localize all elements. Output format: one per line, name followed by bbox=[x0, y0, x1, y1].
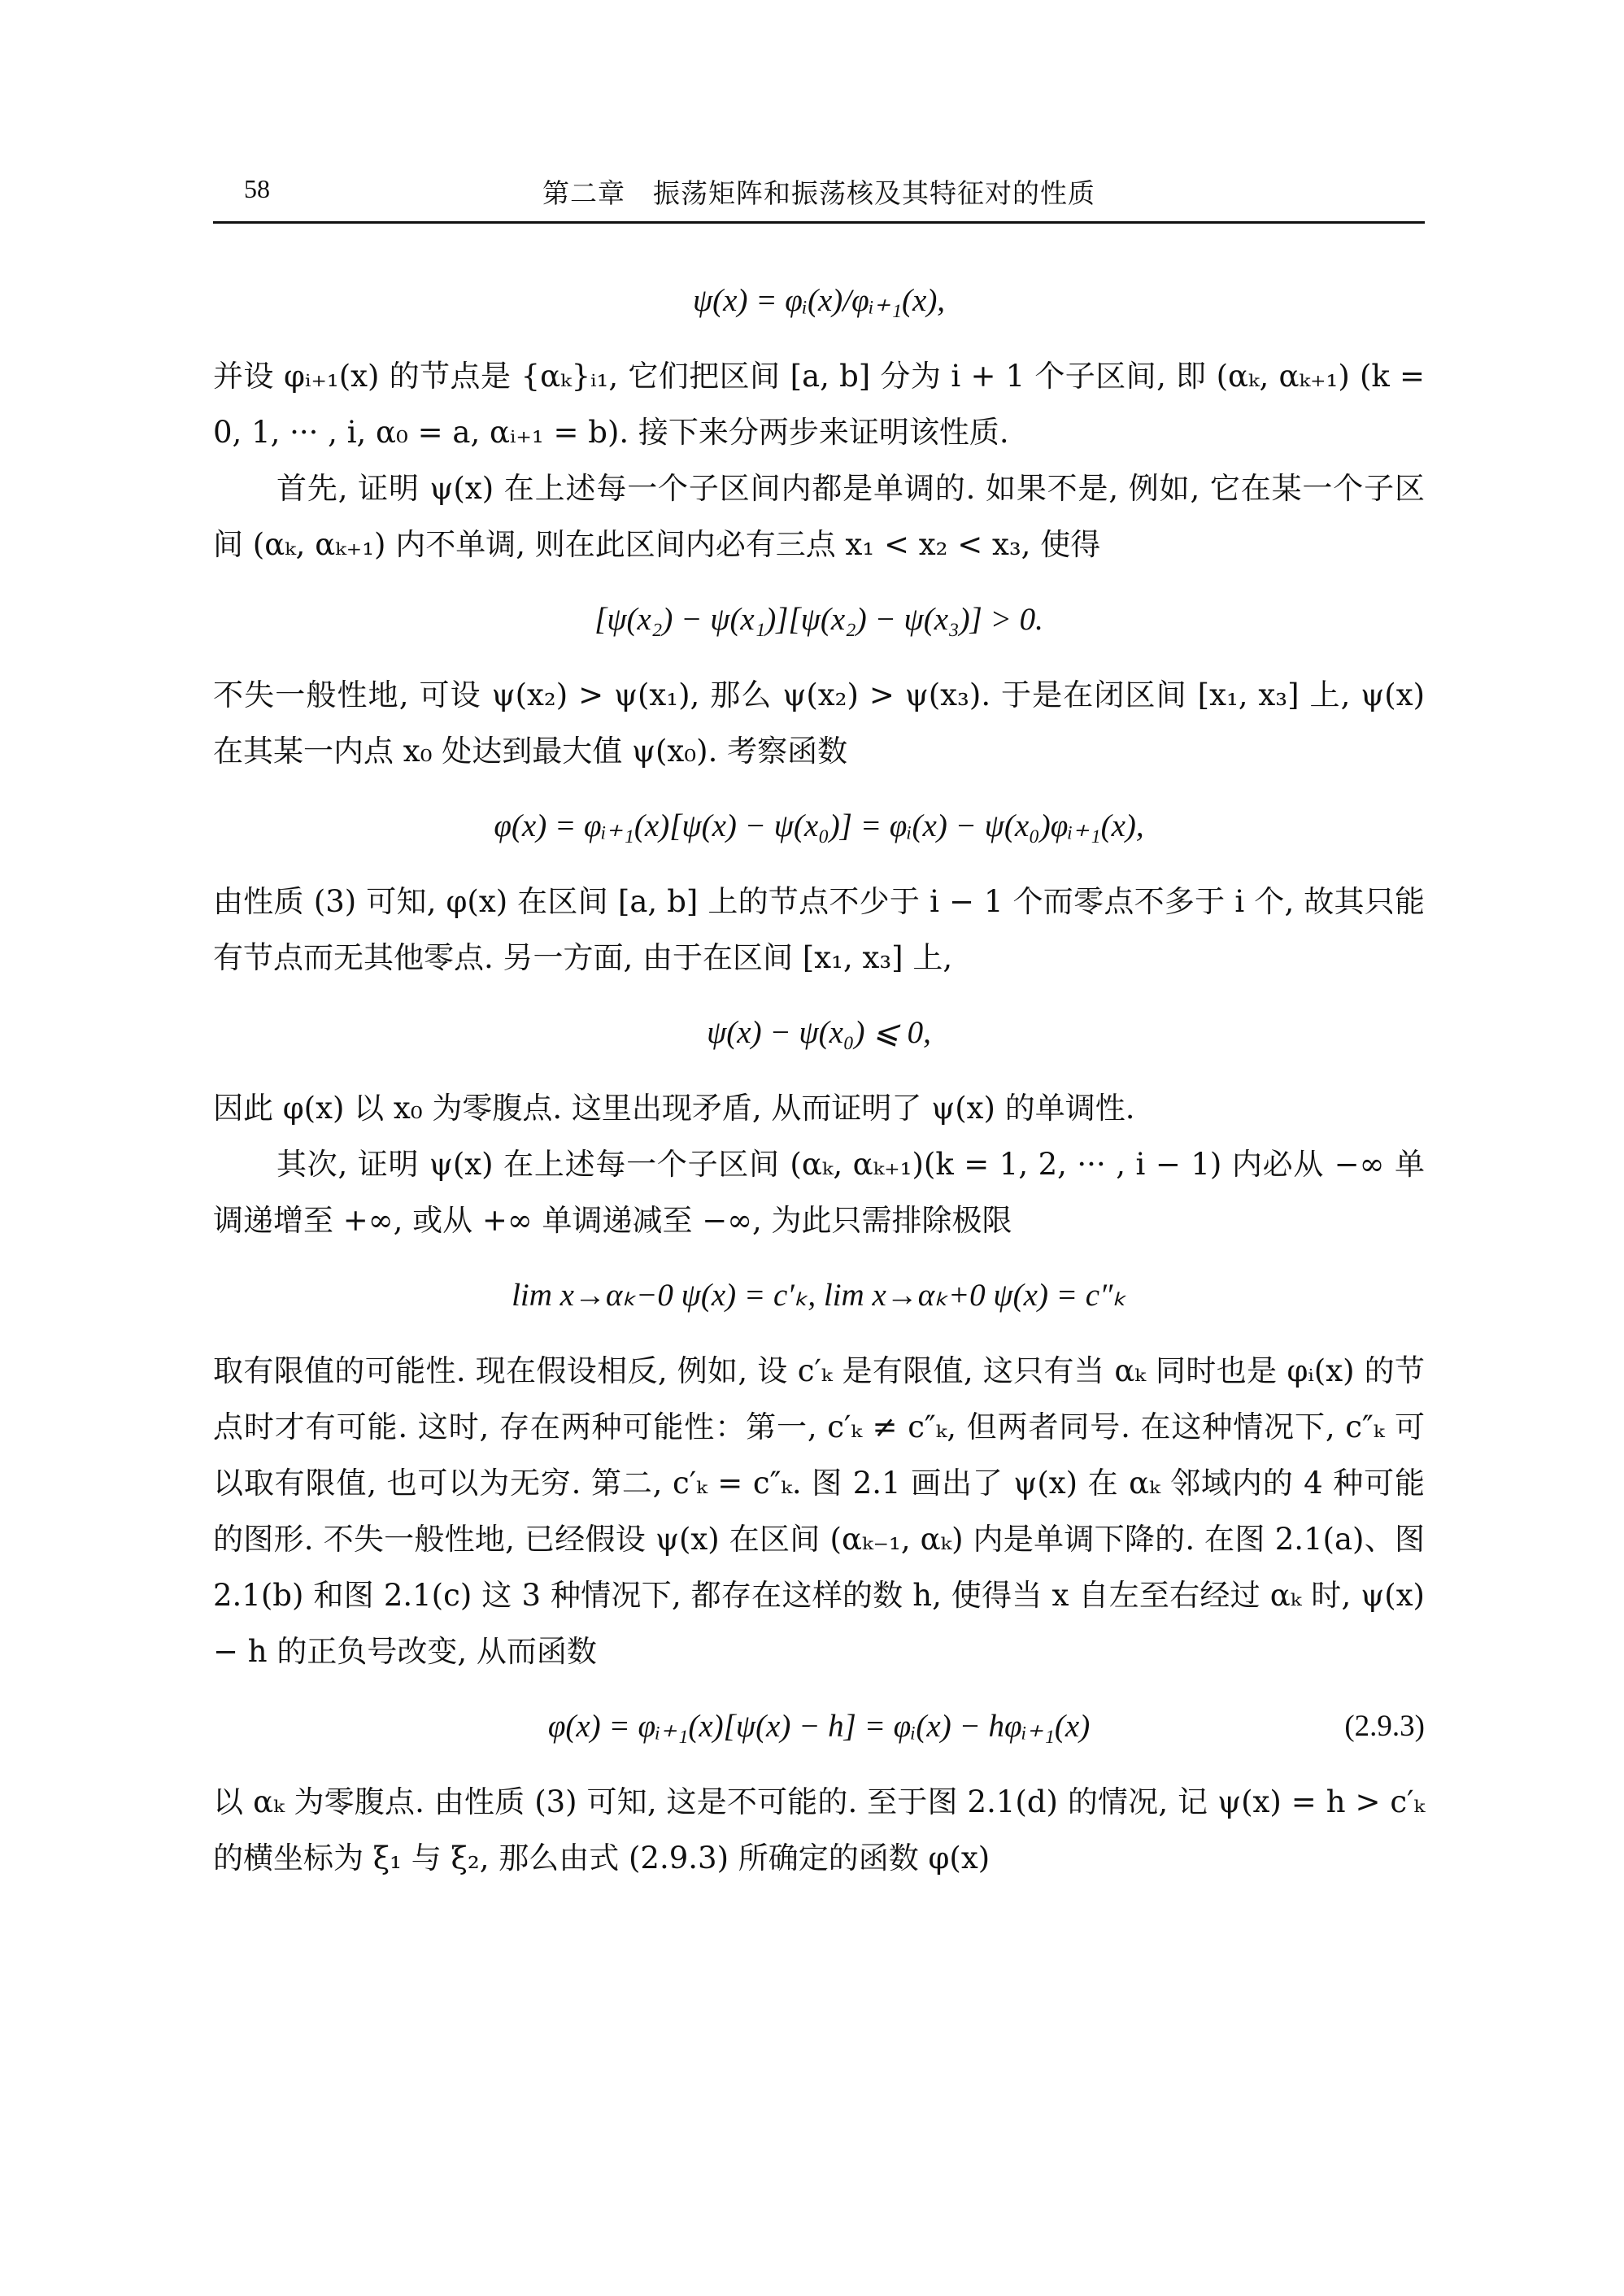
paragraph: 并设 φᵢ₊₁(x) 的节点是 {αₖ}ᵢ₁, 它们把区间 [a, b] 分为 i + 1 个子区间, 即 (αₖ, αₖ₊₁) (k = 0, 1, ··· , i, α₀ = a, αᵢ₊₁ = b). 接下来分两步来证明该性质. bbox=[213, 359, 1425, 450]
page-body bbox=[213, 268, 1425, 1886]
formula: lim x→αₖ−0 ψ(x) = c′ₖ, lim x→αₖ+0 ψ(x) = c″ₖ bbox=[512, 1278, 1126, 1313]
paragraph: 其次, 证明 ψ(x) 在上述每一个子区间 (αₖ, αₖ₊₁)(k = 1, 2, ··· , i − 1) 内必从 −∞ 单调递增至 +∞, 或从 +∞ 单调递减至 −∞, 为此只需排除极限 bbox=[213, 1147, 1425, 1238]
page-number: 58 bbox=[244, 174, 270, 203]
paragraph: 以 αₖ 为零腹点. 由性质 (3) 可知, 这是不可能的. 至于图 2.1(d) 的情况, 记 ψ(x) = h > c′ₖ 的横坐标为 ξ₁ 与 ξ₂, 那么由式 (2.9.3) 所确定的函数 φ(x) bbox=[213, 1784, 1425, 1876]
formula: ψ(x) = φᵢ(x)/φᵢ₊₁(x), bbox=[692, 283, 946, 318]
page-header bbox=[213, 169, 1425, 216]
formula: φ(x) = φᵢ₊₁(x)[ψ(x) − ψ(x₀)] = φᵢ(x) − ψ(x₀)φᵢ₊₁(x), bbox=[494, 808, 1144, 843]
formula: ψ(x) − ψ(x₀) ⩽ 0, bbox=[707, 1015, 931, 1050]
header-rule bbox=[213, 221, 1425, 224]
paragraph: 不失一般性地, 可设 ψ(x₂) > ψ(x₁), 那么 ψ(x₂) > ψ(x₃). 于是在闭区间 [x₁, x₃] 上, ψ(x) 在其某一内点 x₀ 处达到最大值 ψ(x₀). 考察函数 bbox=[213, 677, 1425, 769]
formula: [ψ(x₂) − ψ(x₁)][ψ(x₂) − ψ(x₃)] > 0. bbox=[594, 602, 1043, 637]
paragraph: 因此 φ(x) 以 x₀ 为零腹点. 这里出现矛盾, 从而证明了 ψ(x) 的单调性. bbox=[213, 1091, 1135, 1126]
formula-text: φ(x) = φᵢ₊₁(x)[ψ(x) − h] = φᵢ(x) − hφᵢ₊₁(x) bbox=[547, 1709, 1091, 1744]
equation-number: (2.9.3) bbox=[1344, 1710, 1425, 1743]
running-title: 第二章 振荡矩阵和振荡核及其特征对的性质 bbox=[542, 177, 1095, 209]
paragraph: 取有限值的可能性. 现在假设相反, 例如, 设 c′ₖ 是有限值, 这只有当 αₖ 同时也是 φᵢ(x) 的节点时才有可能. 这时, 存在两种可能性：第一, c′ₖ ≠ c″ₖ, 但两者同号. 在这种情况下, c″ₖ 可以取有限值, 也可以为无穷. 第二, c′ₖ = c″ₖ. 图 2.1 画出了 ψ(x) 在 αₖ 邻域内的 4 种可能的图形. 不失一般性地, 已经假设 ψ(x) 在区间 (αₖ₋₁, αₖ) 内是单调下降的. 在图 2.1(a)、图 2.1(b) 和图 2.1(c) 这 3 种情况下, 都存在这样的数 h, 使得当 x 自左至右经过 αₖ 时, ψ(x) − h 的正负号改变, 从而函数 bbox=[213, 1353, 1425, 1669]
formula-numbered bbox=[213, 1694, 1425, 1759]
paragraph: 首先, 证明 ψ(x) 在上述每一个子区间内都是单调的. 如果不是, 例如, 它在某一个子区间 (αₖ, αₖ₊₁) 内不单调, 则在此区间内必有三点 x₁ < x₂ < x₃, 使得 bbox=[213, 471, 1425, 562]
paragraph: 由性质 (3) 可知, φ(x) 在区间 [a, b] 上的节点不少于 i − 1 个而零点不多于 i 个, 故其只能有节点而无其他零点. 另一方面, 由于在区间 [x₁, x₃] 上, bbox=[213, 884, 1425, 975]
